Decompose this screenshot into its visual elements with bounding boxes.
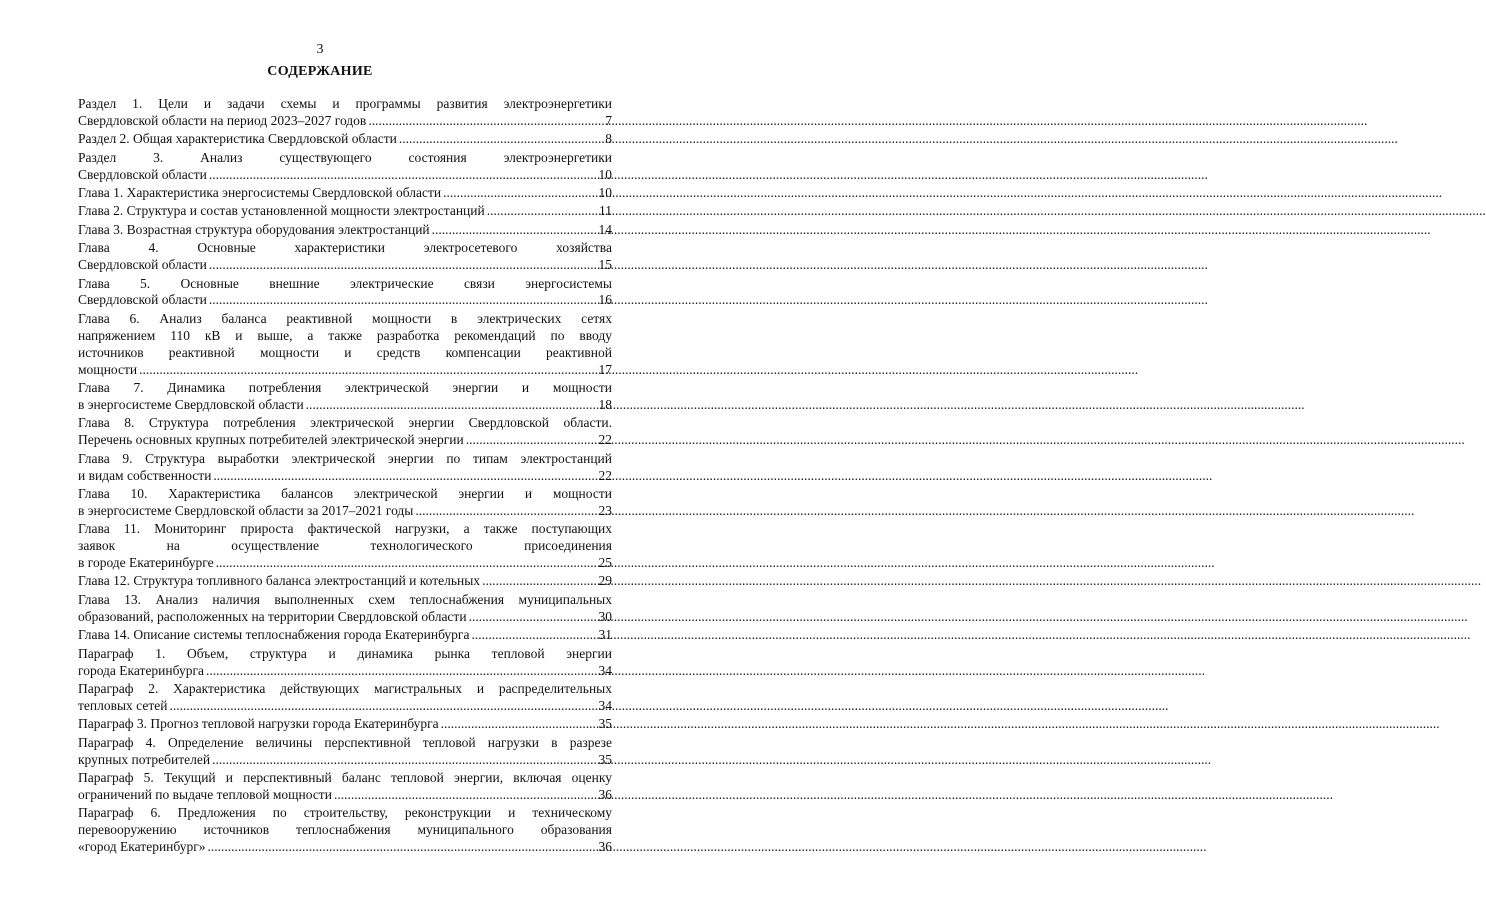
dot-leader [366, 113, 605, 130]
toc-entry-title: в энергосистеме Свердловской области [78, 396, 304, 412]
toc-entry[interactable] [78, 240, 612, 274]
toc-entry-line: Глава 9. Структура выработки электрической энергии по типам электростанций [78, 450, 612, 466]
toc-entry-leader-line [78, 609, 612, 626]
toc-entry[interactable] [78, 150, 612, 184]
toc-entry-title: Свердловской области [78, 292, 207, 308]
dot-leader [467, 609, 599, 626]
toc-entry-leader-line [78, 555, 612, 572]
toc-entry-title: Глава 1. Характеристика энергосистемы Свердловской области [78, 185, 442, 201]
toc-entry-title: ограничений по выдаче тепловой мощности [78, 786, 332, 802]
toc-entry[interactable] [78, 131, 612, 148]
toc-entry[interactable] [78, 521, 612, 572]
dot-leader [207, 167, 599, 184]
toc-entry-leader-line [78, 397, 612, 414]
toc-entry-title: Глава 14. Описание системы теплоснабжения города Екатеринбурга [78, 627, 470, 643]
toc-entry-leader-line [78, 503, 612, 520]
toc-entry-leader-line [78, 752, 612, 769]
toc-entry-line: Параграф 6. Предложения по строительству, реконструкции и техническому [78, 805, 612, 821]
dot-leader [439, 716, 599, 733]
toc-entry-leader-line [78, 839, 612, 856]
toc-entry-leader-line [78, 573, 612, 590]
toc-entry-leader-line [78, 432, 612, 449]
toc-entry-page-number: 34 [598, 662, 612, 678]
toc-entry[interactable] [78, 627, 612, 644]
toc-entry-line: источников реактивной мощности и средств компенсации реактивной [78, 344, 612, 360]
dot-leader [214, 555, 599, 572]
page-number: 3 [316, 42, 324, 57]
toc-entry[interactable] [78, 203, 612, 220]
toc-entry-page-number: 10 [598, 185, 612, 201]
toc-entry-page-number: 29 [598, 573, 612, 589]
toc-entry[interactable] [78, 770, 612, 804]
toc-entry-title: Перечень основных крупных потребителей электрической энергии [78, 432, 464, 448]
toc-entry-leader-line [78, 716, 612, 733]
dot-leader [137, 362, 598, 379]
toc-entry-line: Раздел 3. Анализ существующего состояния электроэнергетики [78, 149, 612, 165]
toc-entry-leader-line [78, 113, 612, 130]
toc-entry-line: Глава 10. Характеристика балансов электрической энергии и мощности [78, 485, 612, 501]
toc-entry-line: Глава 4. Основные характеристики электросетевого хозяйства [78, 240, 612, 256]
toc-entry-page-number: 31 [598, 627, 612, 643]
toc-entry[interactable] [78, 380, 612, 414]
toc-entry[interactable] [78, 451, 612, 485]
toc-entry-page-number: 22 [598, 432, 612, 448]
toc-entry-leader-line [78, 698, 612, 715]
toc-entry-title: Свердловской области [78, 166, 207, 182]
toc-entry-leader-line [78, 222, 612, 239]
toc-entry-title: Глава 12. Структура топливного баланса электростанций и котельных [78, 573, 481, 589]
toc-entry-leader-line [78, 468, 612, 485]
dot-leader [469, 627, 598, 644]
toc-entry[interactable] [78, 716, 612, 733]
dot-leader [485, 203, 599, 220]
toc-entry-line: Глава 7. Динамика потребления электрической энергии и мощности [78, 380, 612, 395]
toc-entry-line: Глава 13. Анализ наличия выполненных схем теплоснабжения муниципальных [78, 591, 612, 607]
toc-entry-page-number: 35 [598, 716, 612, 732]
toc-entry-line: Глава 11. Мониторинг прироста фактической нагрузки, а также поступающих [78, 521, 612, 537]
toc-entry-page-number: 18 [598, 396, 612, 412]
dot-leader [480, 573, 598, 590]
toc-entry-page-number: 16 [598, 292, 612, 308]
toc-entry[interactable] [78, 646, 612, 680]
toc-entry-title: Глава 3. Возрастная структура оборудования электростанций [78, 221, 430, 237]
toc-entry-page-number: 11 [599, 203, 612, 219]
toc-entry-leader-line [78, 787, 612, 804]
toc-entry-title: «город Екатеринбург» [78, 839, 206, 855]
toc-entry-leader-line [78, 203, 612, 220]
toc-entry-line: Параграф 2. Характеристика действующих магистральных и распределительных [78, 680, 612, 696]
toc-entry[interactable] [78, 96, 612, 130]
dot-leader [332, 787, 599, 804]
dot-leader [397, 131, 605, 148]
toc-title: СОДЕРЖАНИЕ [267, 64, 373, 79]
toc-entry-title: мощности [78, 361, 138, 377]
toc-entry-leader-line [78, 185, 612, 202]
toc-entry-page-number: 10 [598, 166, 612, 182]
toc-entry-leader-line [78, 362, 612, 379]
toc-entry-page-number: 34 [598, 697, 612, 713]
toc-entry[interactable] [78, 486, 612, 520]
toc-entry-title: в городе Екатеринбурге [78, 555, 214, 571]
toc-entry-line: Глава 8. Структура потребления электрической энергии Свердловской области. [78, 415, 612, 431]
toc-entry-page-number: 22 [598, 467, 612, 483]
toc-entry-title: Глава 2. Структура и состав установленной мощности электростанций [78, 203, 485, 219]
toc-entry-page-number: 17 [598, 361, 612, 377]
toc-entry-page-number: 36 [598, 839, 612, 855]
dot-leader [206, 839, 599, 856]
toc-entry[interactable] [78, 735, 612, 769]
toc-entry-page-number: 30 [598, 608, 612, 624]
toc-entry[interactable] [78, 592, 612, 626]
toc-entry-title: образований, расположенных на территории Свердловской области [78, 608, 467, 624]
toc-entry-line: напряжением 110 кВ и выше, а также разработка рекомендаций по вводу [78, 327, 612, 343]
dot-leader [441, 185, 598, 202]
toc-entry-title: и видам собственности [78, 467, 212, 483]
dot-leader [210, 752, 598, 769]
toc-entry-leader-line [78, 167, 612, 184]
toc-entry-leader-line [78, 663, 612, 680]
toc-entry-title: тепловых сетей [78, 697, 168, 713]
toc-entry-leader-line [78, 257, 612, 274]
toc-entry-title: крупных потребителей [78, 751, 211, 767]
toc-entry-line: Глава 5. Основные внешние электрические связи энергосистемы [78, 275, 612, 291]
toc-entry-page-number: 7 [605, 112, 612, 128]
toc-entry[interactable] [78, 276, 612, 310]
toc-entry-page-number: 23 [598, 502, 612, 518]
toc-entry-line: Глава 6. Анализ баланса реактивной мощности в электрических сетях [78, 310, 612, 326]
toc-entry-leader-line [78, 627, 612, 644]
toc-entry[interactable] [78, 681, 612, 715]
table-of-contents [78, 96, 612, 857]
dot-leader [204, 663, 598, 680]
toc-entry-page-number: 36 [598, 786, 612, 802]
toc-entry-line: Раздел 1. Цели и задачи схемы и программы развития электроэнергетики [78, 96, 612, 111]
toc-entry-line: заявок на осуществление технологического присоединения [78, 538, 612, 554]
toc-entry[interactable] [78, 573, 612, 590]
toc-entry-line: Параграф 1. Объем, структура и динамика рынка тепловой энергии [78, 645, 612, 661]
toc-entry-page-number: 8 [605, 131, 612, 147]
dot-leader [464, 432, 599, 449]
dot-leader [207, 257, 599, 274]
dot-leader [211, 468, 598, 485]
toc-entry[interactable] [78, 415, 612, 449]
toc-entry[interactable] [78, 311, 612, 379]
dot-leader [207, 292, 599, 309]
toc-entry-page-number: 35 [598, 751, 612, 767]
toc-entry-title: в энергосистеме Свердловской области за 2017–2021 годы [78, 502, 414, 518]
toc-entry-title: Свердловской области [78, 257, 207, 273]
toc-entry-leader-line [78, 292, 612, 309]
dot-leader [430, 222, 599, 239]
toc-entry-line: Параграф 5. Текущий и перспективный баланс тепловой энергии, включая оценку [78, 769, 612, 785]
toc-entry-line: перевооружению источников теплоснабжения муниципального образования [78, 822, 612, 838]
dot-leader [413, 503, 598, 520]
toc-entry[interactable] [78, 805, 612, 856]
toc-entry-title: Параграф 3. Прогноз тепловой нагрузки города Екатеринбурга [78, 716, 439, 732]
toc-entry-leader-line [78, 131, 612, 148]
toc-entry-page-number: 25 [598, 555, 612, 571]
toc-entry-title: Свердловской области на период 2023–2027 годов [78, 112, 367, 128]
toc-entry[interactable] [78, 222, 612, 239]
toc-entry-line: Параграф 4. Определение величины перспективной тепловой нагрузки в разрезе [78, 734, 612, 750]
toc-entry[interactable] [78, 185, 612, 202]
toc-entry-page-number: 15 [598, 257, 612, 273]
dot-leader [304, 397, 599, 414]
toc-entry-title: города Екатеринбурга [78, 662, 205, 678]
toc-entry-page-number: 14 [598, 221, 612, 237]
toc-entry-title: Раздел 2. Общая характеристика Свердловской области [78, 131, 397, 147]
dot-leader [167, 698, 598, 715]
